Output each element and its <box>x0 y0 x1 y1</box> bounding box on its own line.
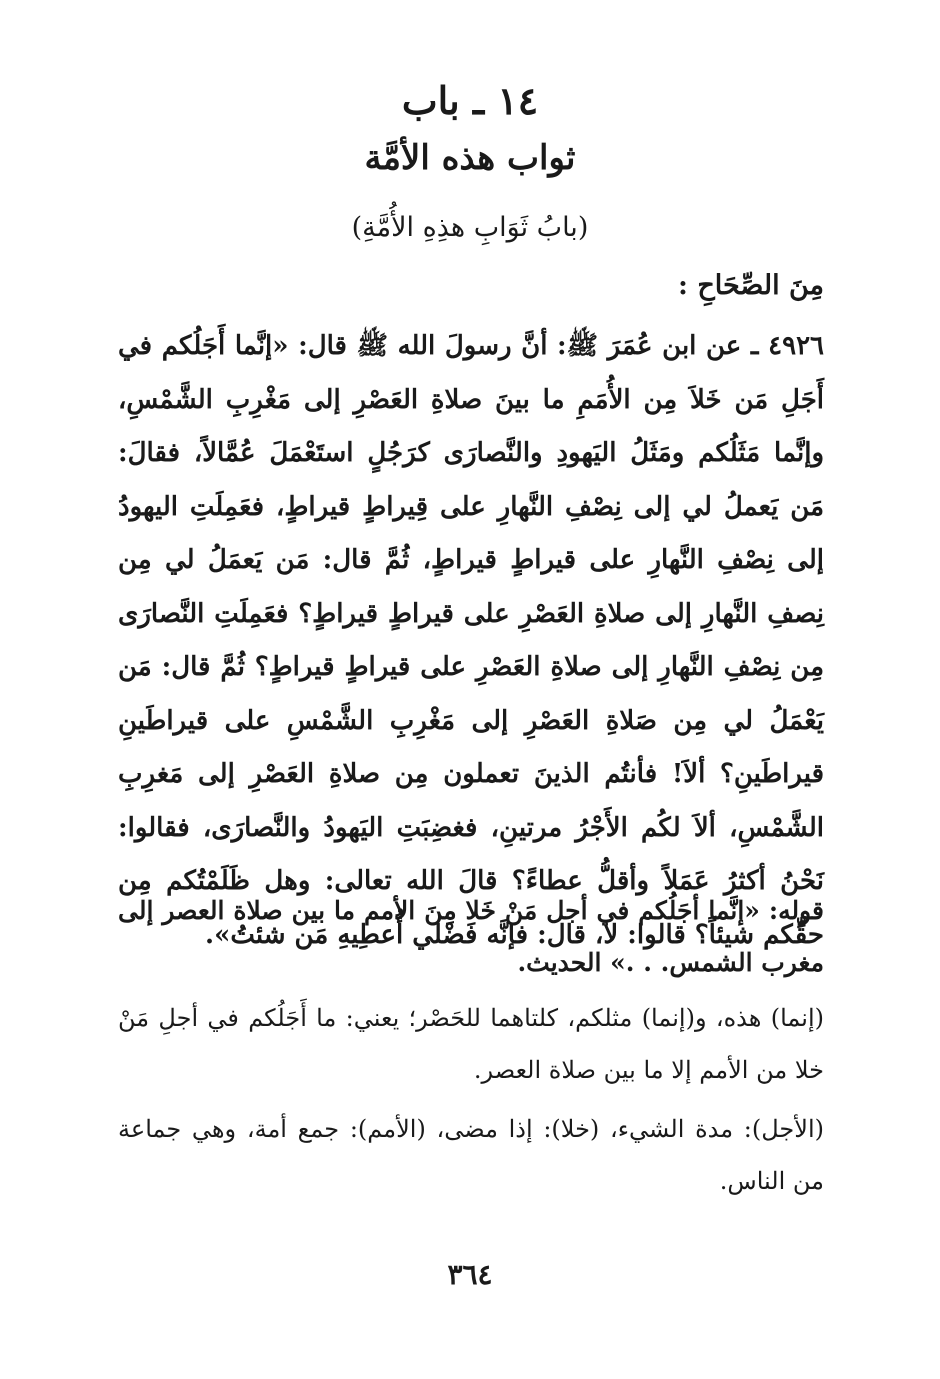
commentary-paragraph: (الأجل): مدة الشيء، (خلا): إذا مضى، (الأمم): جمع أمة، وهي جماعة من الناس. <box>118 1115 824 1195</box>
sihah-label: مِنَ الصِّحَاحِ : <box>677 270 824 301</box>
section-heading: (بابُ ثَوَابِ هذِهِ الأُمَّةِ) <box>351 212 589 243</box>
commentary-paragraph: (إنما) هذه، و(إنما) مثلكم، كلتاهما للحَصْر؛ يعني: ما أَجَلُكم في أجلِ مَنْ خلا من الأمم إلا ما بين صلاة العصر. <box>118 1004 824 1084</box>
hadith-text: ٤٩٢٦ ـ عن ابن عُمَرَ ﷺ: أنَّ رسولَ الله ﷺ قال: «إنَّما أَجَلُكم في أَجَلِ مَن خَلاَ مِن الأُمَمِ ما بينَ صلاةِ العَصْرِ إلى مَغْرِبِ الشَّمْسِ، وإنَّما مَثَلُكم ومَثَلُ اليَهودِ والنَّصارَى كرَجُلٍ استَعْمَلَ عُمَّالاً، فقالَ: مَن يَعملُ لي إلى نِصْفِ النَّهارِ على قِيراطٍ قيراطٍ، فعَمِلَتِ اليهودُ إلى نِصْفِ النَّهارِ على قيراطٍ قيراطٍ، ثُمَّ قال: مَن يَعمَلُ لي مِن نِصفِ النَّهارِ إلى صلاةِ العَصْرِ على قيراطٍ قيراطٍ؟ فعَمِلَتِ النَّصارَى مِن نِصْفِ النَّهارِ إلى صلاةِ العَصْرِ على قيراطٍ قيراطٍ؟ ثُمَّ قال: مَن يَعْمَلُ لي مِن صَلاةِ العَصْرِ إلى مَغْرِبِ الشَّمْسِ على قيراطَينِ قيراطَينِ؟ ألاَ! فأنتُم الذينَ تعملون مِن صلاةِ العَصْرِ إلى مَغرِبِ الشَّمْسِ، ألاَ لكُم الأَجْرُ مرتينِ، فغضِبَتِ اليَهودُ والنَّصارَى، فقالوا: نَحْنُ أكثرُ عَمَلاً وأقلُّ عطاءً؟ قالَ الله تعالى: وهل ظَلَمْتُكم مِن حقِّكم شيئاً؟ قالوا: لا، قال: فإنَّه فَضْلي أُعطِيهِ مَن شئتُ». <box>118 331 824 950</box>
chapter-title: ثواب هذه الأمَّة <box>364 138 576 178</box>
commentary-paragraph: قوله: «إنَّما أجَلُكم في أجل مَنْ خَلا مِنَ الأمم ما بين صلاة العصر إلى مغرب الشمس. . .» الحديث. <box>118 896 824 977</box>
chapter-number: ١٤ ـ باب <box>401 78 539 123</box>
page-number: ٣٦٤ <box>447 1258 493 1291</box>
